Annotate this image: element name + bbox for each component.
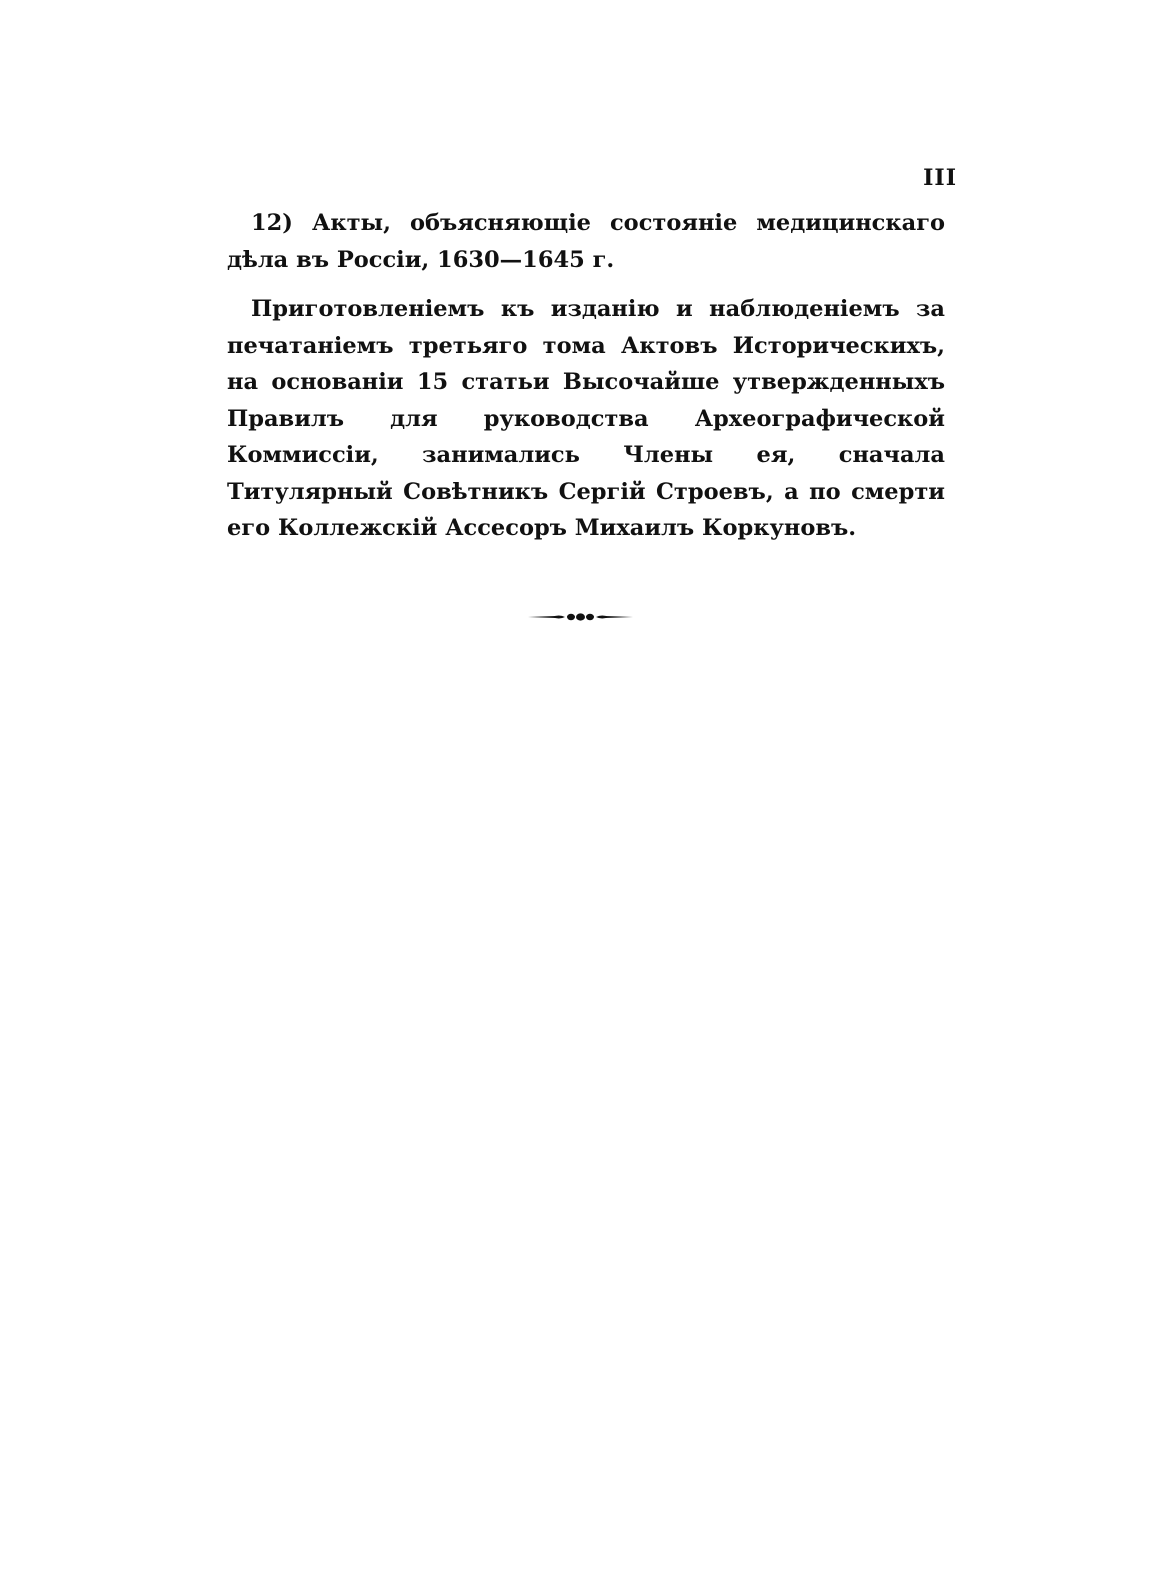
body-text: [227, 205, 945, 547]
page-number: III: [923, 165, 957, 191]
tailpiece-divider-ornament-icon: [528, 609, 633, 625]
paragraph-editors-note: Приготовленіемъ къ изданію и наблюденіемъ за печатаніемъ третьяго тома Актовъ Историческихъ, на основаніи 15 статьи Высочайше утвержденныхъ Правилъ для руководства Археографической Коммиссіи, занимались Члены ея, сначала Титулярный Совѣтникъ Сергій Строевъ, а по смерти его Коллежскій Ассесоръ Михаилъ Коркуновъ.: [227, 296, 945, 541]
paragraph-item-12: 12) Акты, объясняющіе состояніе медицинскаго дѣла въ Россіи, 1630—1645 г.: [227, 210, 945, 273]
